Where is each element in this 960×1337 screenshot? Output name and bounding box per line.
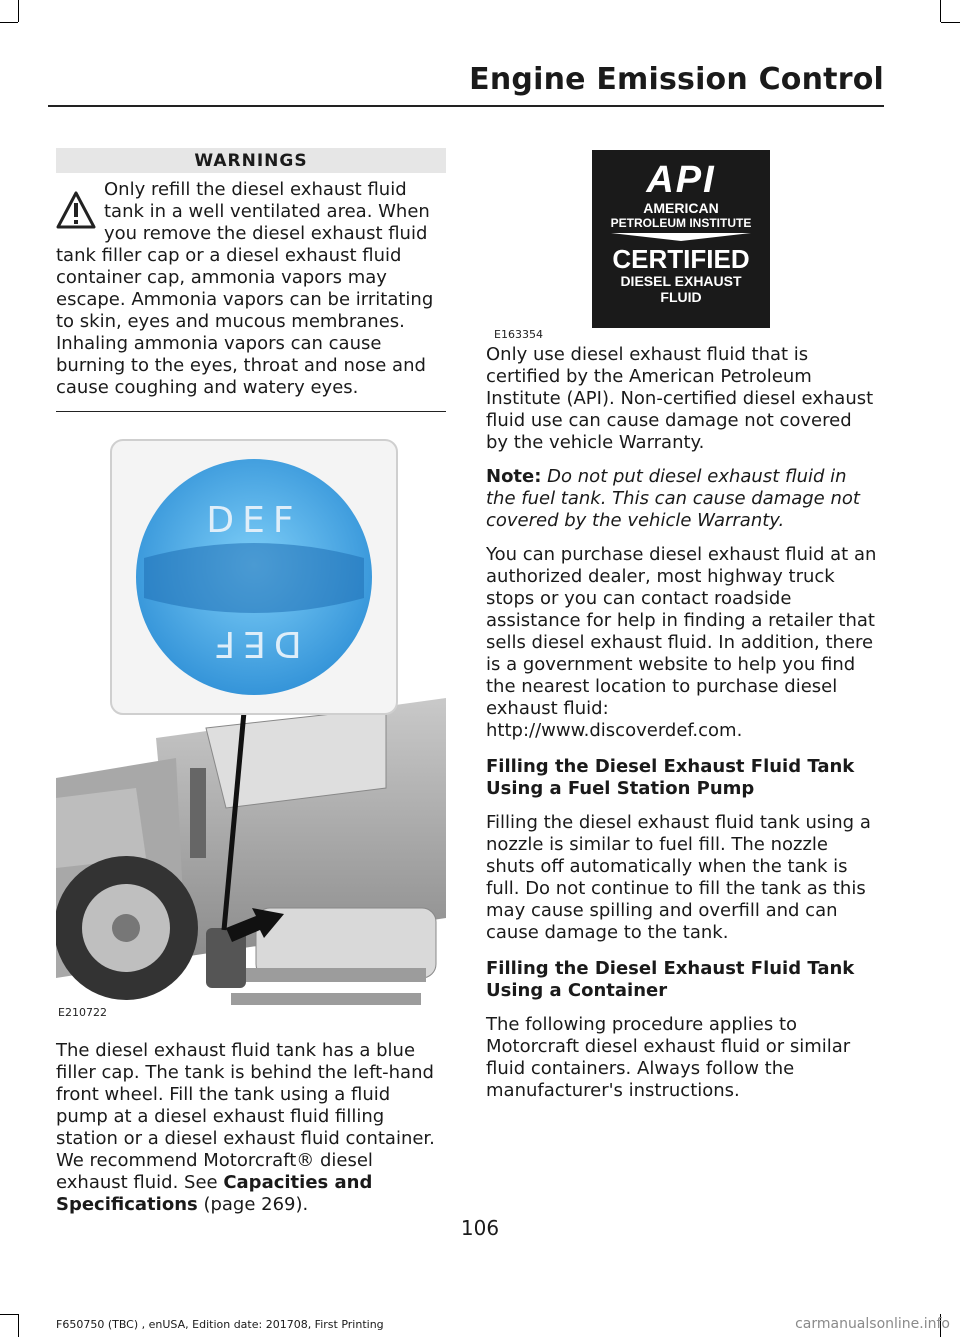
cap-label-top: DEF [206, 500, 302, 541]
api-logo-letters: API [646, 159, 716, 201]
paragraph: The following procedure applies to Motorcraft diesel exhaust fluid or similar fluid containers. Always follow the manufacturer's instructions. [486, 1014, 851, 1101]
warning-divider [56, 411, 446, 412]
crop-mark [18, 0, 19, 22]
crop-mark [18, 1314, 19, 1337]
right-column [486, 148, 878, 1102]
left-column [56, 148, 446, 1216]
paragraph: Only use diesel exhaust fluid that is certified by the American Petroleum Institute (API). Non-certified diesel exhaust fluid use can cause damage not covered by the vehicle Warranty. [486, 344, 874, 453]
section-heading: Filling the Diesel Exhaust Fluid Tank Using a Fuel Station Pump [486, 756, 855, 799]
def-tank-description: The diesel exhaust fluid tank has a blue filler cap. The tank is behind the left-hand front wheel. Fill the tank using a fluid pump at a diesel exhaust fluid filling station or a diesel exhaust fluid container. We recommend Motorcraft® diesel exhaust fluid. See Capacities and Specifications (page 269). [56, 1040, 435, 1215]
api-logo: API AMERICAN PETROLEUM INSTITUTE CERTIFIED DIESEL EXHAUST FLUID [592, 150, 770, 328]
figure-reference: E163354 [494, 328, 543, 341]
note: Note: Do not put diesel exhaust fluid in the fuel tank. This can cause damage not covered by the vehicle Warranty. [486, 466, 860, 531]
def-cap-figure [56, 438, 446, 1018]
section-heading: Filling the Diesel Exhaust Fluid Tank Using a Container [486, 958, 855, 1001]
paragraph: Filling the diesel exhaust fluid tank using a nozzle is similar to fuel fill. The nozzle shuts off automatically when the tank is full. Do not continue to fill the tank as this may cause spilling and overfill and can cause damage to the tank. [486, 812, 871, 943]
crop-mark [0, 22, 18, 23]
chevron-icon [611, 233, 751, 241]
capacities-link[interactable]: Capacities and Specifications [56, 1172, 373, 1215]
warning-block [56, 179, 446, 399]
truck-illustration [56, 438, 446, 1018]
warnings-heading: WARNINGS [56, 148, 446, 173]
paragraph: You can purchase diesel exhaust fluid at an authorized dealer, most highway truck stops or you can contact roadside assistance for help in finding a retailer that sells diesel exhaust fluid. In addition, there is a government website to help you find the nearest location to purchase diesel exhaust fluid: [486, 544, 877, 719]
header-divider [48, 105, 884, 107]
crop-mark [941, 22, 960, 23]
warning-triangle-icon [56, 189, 96, 231]
crop-mark [940, 0, 941, 22]
cap-label-bottom: DEF [206, 623, 302, 664]
figure-reference: E210722 [58, 1006, 107, 1019]
edition-info: F650750 (TBC) , enUSA, Edition date: 201708, First Printing [56, 1318, 384, 1331]
website-link[interactable]: http://www.discoverdef.com. [486, 720, 743, 741]
watermark: carmanualsonline.info [795, 1316, 950, 1332]
page-number: 106 [460, 1216, 500, 1240]
api-certified-figure [486, 150, 878, 340]
warning-text: Only refill the diesel exhaust fluid tank in a well ventilated area. When you remove the diesel exhaust fluid tank filler cap or a diesel exhaust fluid container cap, ammonia vapors may escape. Ammonia vapors can be irritating to skin, eyes and mucous membranes. Inhaling ammonia vapors can cause burning to the eyes, throat and nose and cause coughing and watery eyes. [56, 179, 434, 398]
page-title: Engine Emission Control [469, 62, 884, 97]
crop-mark [0, 1314, 18, 1315]
